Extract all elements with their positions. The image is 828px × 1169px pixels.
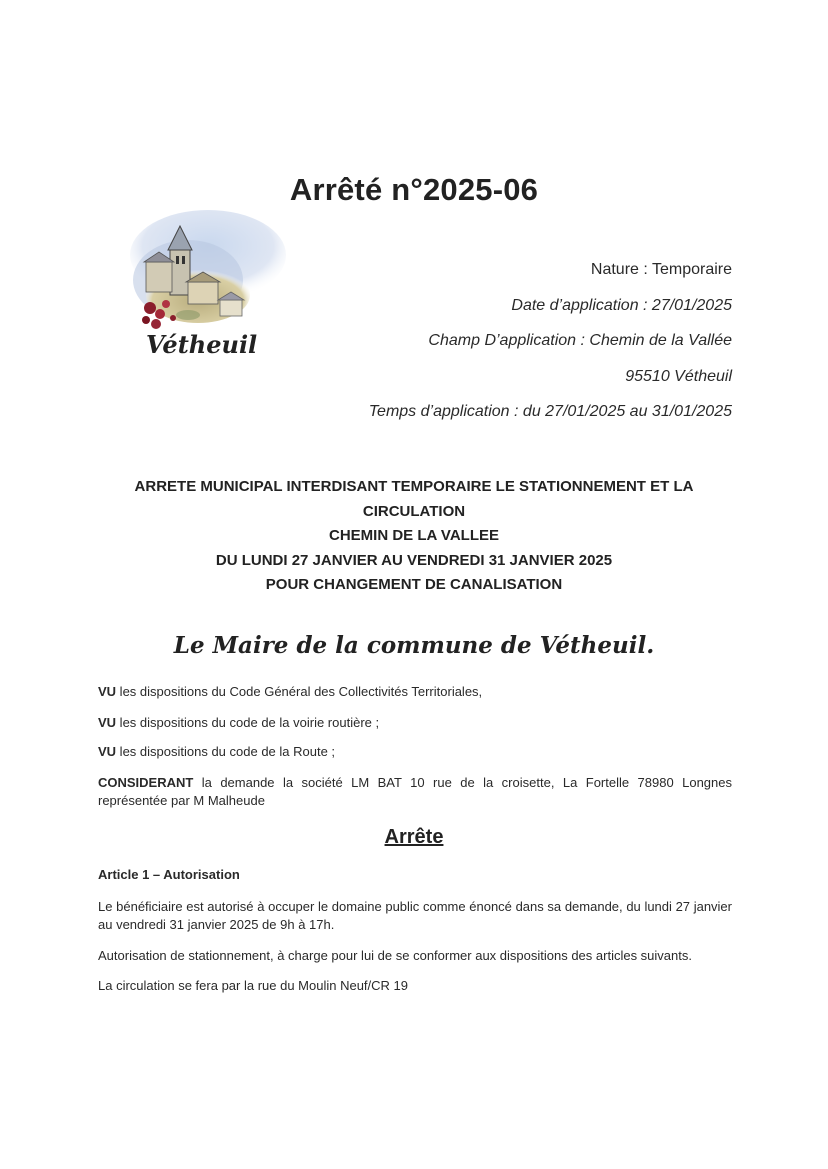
article-1-title: Article 1 – Autorisation	[98, 867, 240, 882]
vu-3-text: les dispositions du code de la Route ;	[116, 744, 336, 759]
vu-2-label: VU	[98, 715, 117, 730]
article-1-paragraph-2: Autorisation de stationnement, à charge pour lui de se conformer aux dispositions des articles suivants.	[98, 948, 692, 963]
logo-text: Vétheuil	[146, 330, 258, 359]
vu-1-text: les dispositions du Code Général des Collectivités Territoriales,	[116, 684, 483, 699]
heading-line-5: POUR CHANGEMENT DE CANALISATION	[265, 576, 563, 593]
considerant	[98, 774, 732, 810]
temps-application-line: Temps d’application : du 27/01/2025 au 31/01/2025	[368, 403, 732, 420]
arrete-heading: Arrête	[384, 826, 444, 848]
vu-1	[98, 683, 732, 701]
heading-line-2: CIRCULATION	[362, 502, 466, 520]
heading-line-1: ARRETE MUNICIPAL INTERDISANT TEMPORAIRE LE STATIONNEMENT ET LA	[134, 478, 694, 495]
decree-heading	[0, 475, 828, 598]
vu-1-label: VU	[98, 684, 117, 699]
vu-2-text: les dispositions du code de la voirie routière ;	[116, 715, 380, 730]
postal-line: 95510 Vétheuil	[625, 367, 732, 385]
vu-2	[98, 714, 732, 732]
article-1-paragraph-3: La circulation se fera par la rue du Moulin Neuf/CR 19	[98, 978, 408, 993]
nature-line: Nature : Temporaire	[590, 261, 732, 278]
page-title: Arrêté n°2025-06	[289, 172, 539, 207]
decree-metadata	[369, 258, 732, 436]
considerant-label: CONSIDERANT	[98, 775, 194, 790]
mayor-title: Le Maire de la commune de Vétheuil.	[173, 632, 655, 659]
considerant-text: la demande la société LM BAT 10 rue de la croisette, La Fortelle 78980 Longnes représentée par M Malheude	[98, 775, 732, 808]
vu-3	[98, 743, 732, 761]
champ-application-line: Champ D’application : Chemin de la Vallée	[428, 332, 732, 349]
heading-line-4: DU LUNDI 27 JANVIER AU VENDREDI 31 JANVIER 2025	[215, 551, 613, 569]
article-1-paragraph-1: Le bénéficiaire est autorisé à occuper le domaine public comme énoncé dans sa demande, du lundi 27 janvier au vendredi 31 janvier 2025 de 9h à 17h.	[98, 899, 732, 932]
date-application-line: Date d’application : 27/01/2025	[511, 296, 732, 314]
heading-line-3: CHEMIN DE LA VALLEE	[328, 527, 499, 544]
vu-3-label: VU	[98, 744, 117, 759]
